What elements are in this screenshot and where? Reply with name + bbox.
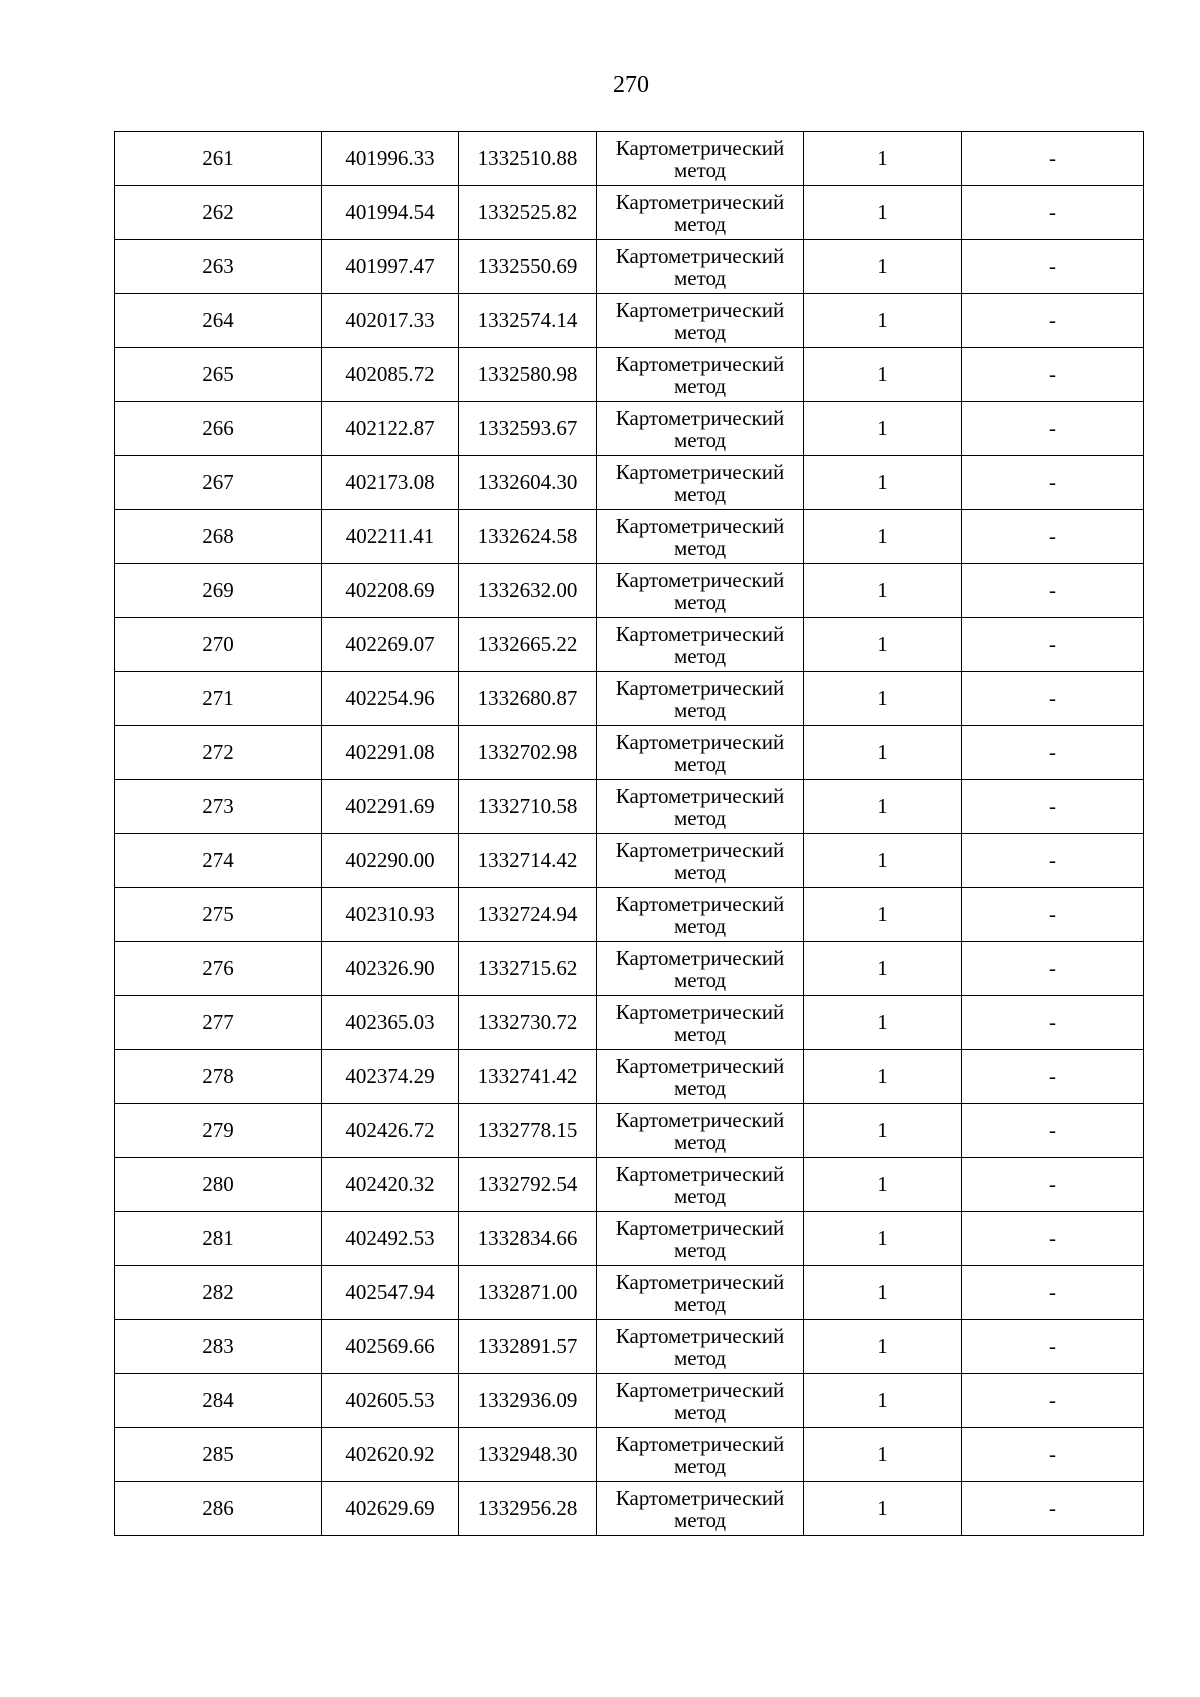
point-id-cell: 279 (115, 1104, 322, 1158)
method-line-1: Картометрический (615, 891, 785, 916)
table-row (115, 564, 1144, 618)
method-line-2: метод (673, 1507, 727, 1532)
note-cell: - (962, 888, 1144, 942)
x-coordinate-cell: 401996.33 (322, 132, 459, 186)
x-coordinate-cell: 402605.53 (322, 1374, 459, 1428)
note-cell: - (962, 942, 1144, 996)
method-line-1: Картометрический (615, 297, 785, 322)
accuracy-cell: 1 (804, 1320, 962, 1374)
accuracy-cell: 1 (804, 726, 962, 780)
point-id-cell: 285 (115, 1428, 322, 1482)
accuracy-cell: 1 (804, 1374, 962, 1428)
method-line-1: Картометрический (615, 1485, 785, 1510)
method-line-1: Картометрический (615, 189, 785, 214)
x-coordinate-cell: 402492.53 (322, 1212, 459, 1266)
method-line-1: Картометрический (615, 405, 785, 430)
accuracy-cell: 1 (804, 996, 962, 1050)
note-cell: - (962, 1158, 1144, 1212)
table-row (115, 132, 1144, 186)
point-id-cell: 262 (115, 186, 322, 240)
note-cell: - (962, 132, 1144, 186)
point-id-cell: 274 (115, 834, 322, 888)
table-row (115, 186, 1144, 240)
method-cell (597, 834, 804, 888)
accuracy-cell: 1 (804, 834, 962, 888)
method-line-2: метод (673, 967, 727, 992)
table-body (115, 132, 1144, 1536)
point-id-cell: 269 (115, 564, 322, 618)
accuracy-cell: 1 (804, 1104, 962, 1158)
y-coordinate-cell: 1332624.58 (459, 510, 597, 564)
table-row (115, 618, 1144, 672)
method-cell (597, 1050, 804, 1104)
point-id-cell: 278 (115, 1050, 322, 1104)
method-line-2: метод (673, 805, 727, 830)
x-coordinate-cell: 401997.47 (322, 240, 459, 294)
accuracy-cell: 1 (804, 402, 962, 456)
note-cell: - (962, 186, 1144, 240)
method-cell (597, 780, 804, 834)
method-line-1: Картометрический (615, 1161, 785, 1186)
method-line-1: Картометрический (615, 1053, 785, 1078)
note-cell: - (962, 1428, 1144, 1482)
y-coordinate-cell: 1332956.28 (459, 1482, 597, 1536)
method-cell (597, 1428, 804, 1482)
x-coordinate-cell: 402547.94 (322, 1266, 459, 1320)
point-id-cell: 277 (115, 996, 322, 1050)
accuracy-cell: 1 (804, 132, 962, 186)
method-line-1: Картометрический (615, 351, 785, 376)
method-cell (597, 294, 804, 348)
y-coordinate-cell: 1332834.66 (459, 1212, 597, 1266)
accuracy-cell: 1 (804, 1212, 962, 1266)
table-row (115, 348, 1144, 402)
x-coordinate-cell: 402211.41 (322, 510, 459, 564)
table-row (115, 1320, 1144, 1374)
method-line-2: метод (673, 1129, 727, 1154)
table-row (115, 1104, 1144, 1158)
method-cell (597, 942, 804, 996)
note-cell: - (962, 402, 1144, 456)
y-coordinate-cell: 1332593.67 (459, 402, 597, 456)
point-id-cell: 286 (115, 1482, 322, 1536)
method-line-2: метод (673, 373, 727, 398)
method-line-1: Картометрический (615, 1215, 785, 1240)
table-row (115, 1212, 1144, 1266)
method-line-1: Картометрический (615, 675, 785, 700)
method-line-1: Картометрический (615, 1107, 785, 1132)
point-id-cell: 264 (115, 294, 322, 348)
point-id-cell: 283 (115, 1320, 322, 1374)
y-coordinate-cell: 1332741.42 (459, 1050, 597, 1104)
y-coordinate-cell: 1332632.00 (459, 564, 597, 618)
y-coordinate-cell: 1332680.87 (459, 672, 597, 726)
accuracy-cell: 1 (804, 456, 962, 510)
method-cell (597, 672, 804, 726)
method-cell (597, 1320, 804, 1374)
method-line-1: Картометрический (615, 621, 785, 646)
method-line-1: Картометрический (615, 135, 785, 160)
y-coordinate-cell: 1332792.54 (459, 1158, 597, 1212)
point-id-cell: 276 (115, 942, 322, 996)
table-row (115, 888, 1144, 942)
x-coordinate-cell: 402620.92 (322, 1428, 459, 1482)
x-coordinate-cell: 402208.69 (322, 564, 459, 618)
note-cell: - (962, 348, 1144, 402)
accuracy-cell: 1 (804, 1482, 962, 1536)
method-line-2: метод (673, 535, 727, 560)
x-coordinate-cell: 402310.93 (322, 888, 459, 942)
x-coordinate-cell: 402569.66 (322, 1320, 459, 1374)
table-row (115, 834, 1144, 888)
method-line-2: метод (673, 589, 727, 614)
method-line-2: метод (673, 157, 727, 182)
method-cell (597, 564, 804, 618)
method-line-2: метод (673, 913, 727, 938)
point-id-cell: 270 (115, 618, 322, 672)
point-id-cell: 280 (115, 1158, 322, 1212)
y-coordinate-cell: 1332715.62 (459, 942, 597, 996)
method-line-1: Картометрический (615, 945, 785, 970)
x-coordinate-cell: 402122.87 (322, 402, 459, 456)
note-cell: - (962, 780, 1144, 834)
method-cell (597, 1212, 804, 1266)
note-cell: - (962, 1320, 1144, 1374)
y-coordinate-cell: 1332936.09 (459, 1374, 597, 1428)
method-line-2: метод (673, 1075, 727, 1100)
accuracy-cell: 1 (804, 510, 962, 564)
method-line-2: метод (673, 643, 727, 668)
page-number: 270 (613, 72, 649, 98)
method-line-2: метод (673, 1453, 727, 1478)
table-row (115, 942, 1144, 996)
method-line-2: метод (673, 1237, 727, 1262)
x-coordinate-cell: 402269.07 (322, 618, 459, 672)
x-coordinate-cell: 402420.32 (322, 1158, 459, 1212)
method-line-2: метод (673, 1021, 727, 1046)
y-coordinate-cell: 1332871.00 (459, 1266, 597, 1320)
y-coordinate-cell: 1332948.30 (459, 1428, 597, 1482)
accuracy-cell: 1 (804, 780, 962, 834)
method-cell (597, 726, 804, 780)
table-row (115, 780, 1144, 834)
method-line-2: метод (673, 859, 727, 884)
point-id-cell: 263 (115, 240, 322, 294)
y-coordinate-cell: 1332710.58 (459, 780, 597, 834)
method-line-1: Картометрический (615, 567, 785, 592)
note-cell: - (962, 564, 1144, 618)
note-cell: - (962, 726, 1144, 780)
point-id-cell: 266 (115, 402, 322, 456)
y-coordinate-cell: 1332604.30 (459, 456, 597, 510)
method-line-2: метод (673, 265, 727, 290)
accuracy-cell: 1 (804, 564, 962, 618)
method-line-1: Картометрический (615, 783, 785, 808)
method-line-1: Картометрический (615, 999, 785, 1024)
point-id-cell: 281 (115, 1212, 322, 1266)
method-cell (597, 888, 804, 942)
table-row (115, 1428, 1144, 1482)
point-id-cell: 267 (115, 456, 322, 510)
note-cell: - (962, 456, 1144, 510)
point-id-cell: 284 (115, 1374, 322, 1428)
method-line-2: метод (673, 1183, 727, 1208)
method-cell (597, 402, 804, 456)
note-cell: - (962, 1212, 1144, 1266)
method-cell (597, 1374, 804, 1428)
note-cell: - (962, 240, 1144, 294)
accuracy-cell: 1 (804, 1158, 962, 1212)
method-line-1: Картометрический (615, 729, 785, 754)
note-cell: - (962, 1374, 1144, 1428)
x-coordinate-cell: 402629.69 (322, 1482, 459, 1536)
note-cell: - (962, 996, 1144, 1050)
accuracy-cell: 1 (804, 888, 962, 942)
point-id-cell: 275 (115, 888, 322, 942)
x-coordinate-cell: 401994.54 (322, 186, 459, 240)
y-coordinate-cell: 1332550.69 (459, 240, 597, 294)
method-line-1: Картометрический (615, 243, 785, 268)
y-coordinate-cell: 1332580.98 (459, 348, 597, 402)
note-cell: - (962, 672, 1144, 726)
method-cell (597, 510, 804, 564)
x-coordinate-cell: 402254.96 (322, 672, 459, 726)
table-row (115, 510, 1144, 564)
method-line-2: метод (673, 1291, 727, 1316)
method-line-1: Картометрический (615, 513, 785, 538)
method-cell (597, 1158, 804, 1212)
method-cell (597, 456, 804, 510)
method-line-2: метод (673, 1399, 727, 1424)
method-line-1: Картометрический (615, 1269, 785, 1294)
y-coordinate-cell: 1332574.14 (459, 294, 597, 348)
note-cell: - (962, 294, 1144, 348)
point-id-cell: 261 (115, 132, 322, 186)
point-id-cell: 268 (115, 510, 322, 564)
x-coordinate-cell: 402365.03 (322, 996, 459, 1050)
note-cell: - (962, 618, 1144, 672)
table-row (115, 996, 1144, 1050)
x-coordinate-cell: 402291.08 (322, 726, 459, 780)
note-cell: - (962, 1266, 1144, 1320)
table-row (115, 672, 1144, 726)
note-cell: - (962, 1104, 1144, 1158)
method-line-2: метод (673, 1345, 727, 1370)
table-row (115, 240, 1144, 294)
accuracy-cell: 1 (804, 1428, 962, 1482)
table-row (115, 726, 1144, 780)
y-coordinate-cell: 1332702.98 (459, 726, 597, 780)
table-row (115, 1158, 1144, 1212)
method-line-1: Картометрический (615, 1323, 785, 1348)
method-cell (597, 132, 804, 186)
x-coordinate-cell: 402426.72 (322, 1104, 459, 1158)
y-coordinate-cell: 1332778.15 (459, 1104, 597, 1158)
method-line-1: Картометрический (615, 1377, 785, 1402)
table-row (115, 402, 1144, 456)
method-line-2: метод (673, 481, 727, 506)
method-line-2: метод (673, 211, 727, 236)
y-coordinate-cell: 1332665.22 (459, 618, 597, 672)
table-row (115, 1374, 1144, 1428)
x-coordinate-cell: 402291.69 (322, 780, 459, 834)
y-coordinate-cell: 1332525.82 (459, 186, 597, 240)
x-coordinate-cell: 402374.29 (322, 1050, 459, 1104)
point-id-cell: 271 (115, 672, 322, 726)
point-id-cell: 273 (115, 780, 322, 834)
method-line-2: метод (673, 319, 727, 344)
x-coordinate-cell: 402017.33 (322, 294, 459, 348)
accuracy-cell: 1 (804, 1050, 962, 1104)
method-line-1: Картометрический (615, 837, 785, 862)
method-cell (597, 996, 804, 1050)
method-line-1: Картометрический (615, 1431, 785, 1456)
point-id-cell: 272 (115, 726, 322, 780)
y-coordinate-cell: 1332510.88 (459, 132, 597, 186)
method-cell (597, 186, 804, 240)
method-line-1: Картометрический (615, 459, 785, 484)
accuracy-cell: 1 (804, 240, 962, 294)
x-coordinate-cell: 402085.72 (322, 348, 459, 402)
method-cell (597, 618, 804, 672)
point-id-cell: 282 (115, 1266, 322, 1320)
method-cell (597, 1266, 804, 1320)
coordinates-table (114, 131, 1144, 1536)
accuracy-cell: 1 (804, 186, 962, 240)
note-cell: - (962, 834, 1144, 888)
table-row (115, 1482, 1144, 1536)
note-cell: - (962, 510, 1144, 564)
method-cell (597, 348, 804, 402)
note-cell: - (962, 1050, 1144, 1104)
y-coordinate-cell: 1332714.42 (459, 834, 597, 888)
x-coordinate-cell: 402173.08 (322, 456, 459, 510)
table-row (115, 1266, 1144, 1320)
y-coordinate-cell: 1332891.57 (459, 1320, 597, 1374)
accuracy-cell: 1 (804, 942, 962, 996)
method-line-2: метод (673, 751, 727, 776)
method-cell (597, 240, 804, 294)
method-cell (597, 1104, 804, 1158)
y-coordinate-cell: 1332730.72 (459, 996, 597, 1050)
point-id-cell: 265 (115, 348, 322, 402)
method-line-2: метод (673, 427, 727, 452)
x-coordinate-cell: 402326.90 (322, 942, 459, 996)
y-coordinate-cell: 1332724.94 (459, 888, 597, 942)
table-row (115, 1050, 1144, 1104)
x-coordinate-cell: 402290.00 (322, 834, 459, 888)
accuracy-cell: 1 (804, 1266, 962, 1320)
method-cell (597, 1482, 804, 1536)
table-row (115, 456, 1144, 510)
note-cell: - (962, 1482, 1144, 1536)
accuracy-cell: 1 (804, 672, 962, 726)
method-line-2: метод (673, 697, 727, 722)
accuracy-cell: 1 (804, 348, 962, 402)
accuracy-cell: 1 (804, 618, 962, 672)
accuracy-cell: 1 (804, 294, 962, 348)
table-row (115, 294, 1144, 348)
